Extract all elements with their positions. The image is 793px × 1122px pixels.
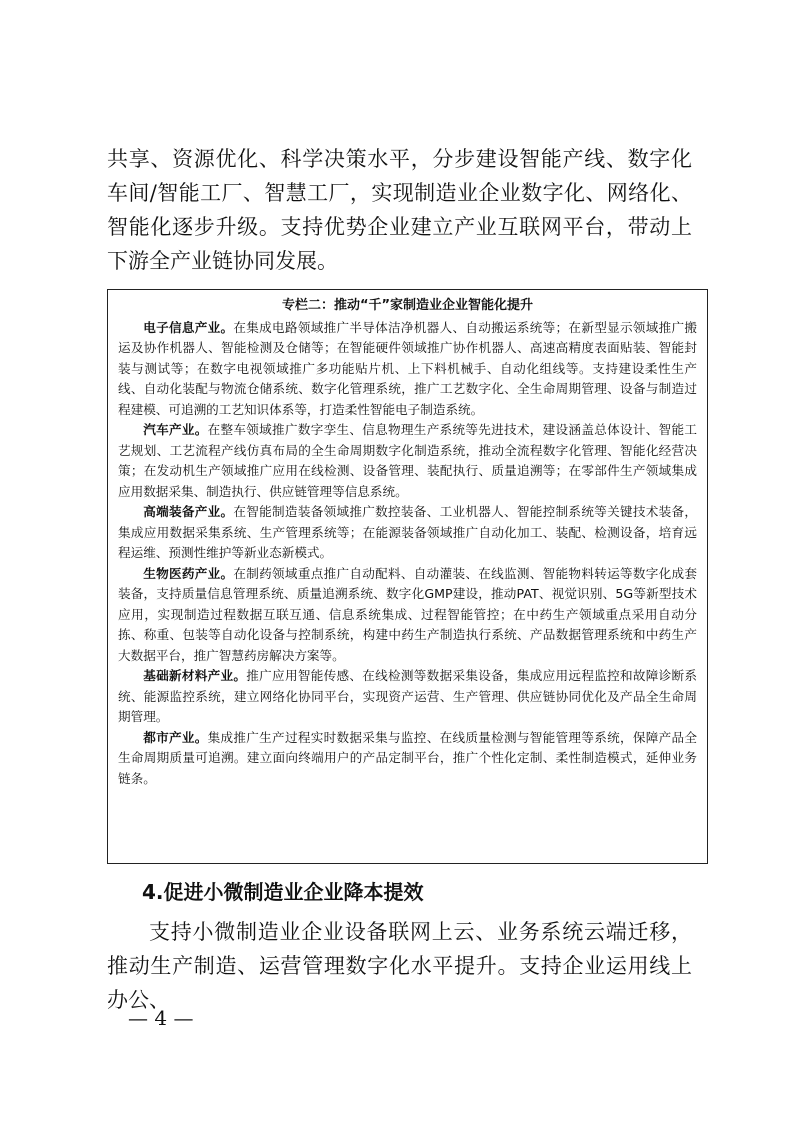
box-item-urban-industry	[118, 728, 697, 790]
body-paragraph-bottom: 支持小微制造业企业设备联网上云、业务系统云端迁移，推动生产制造、运营管理数字化水平提升。支持企业运用线上办公、	[107, 920, 692, 1012]
item-label: 高端装备产业。	[143, 504, 234, 519]
body-paragraph-top: 共享、资源优化、科学决策水平，分步建设智能产线、数字化车间/智能工厂、智慧工厂，实现制造业企业数字化、网络化、智能化逐步升级。支持优势企业建立产业互联网平台，带动上下游全产业链协同发展。	[107, 147, 692, 273]
item-label: 基础新材料产业。	[143, 668, 247, 683]
item-text: 在整车领域推广数字孪生、信息物理生产系统等先进技术，建设涵盖总体设计、智能工艺规划、工艺流程产线仿真布局的全生命周期数字化制造系统，推动全流程数字化管理、智能化经营决策；在发动机生产领域推广应用在线检测、设备管理、装配执行、质量追溯等；在零部件生产领域集成应用数据采集、制造执行、供应链管理等信息系统。	[118, 422, 698, 499]
section-heading: 4.促进小微制造业企业降本提效	[142, 880, 424, 904]
item-label: 电子信息产业。	[143, 319, 234, 335]
box-item-biomedicine	[118, 564, 697, 667]
item-text: 推广应用智能传感、在线检测等数据采集设备，集成应用远程监控和故障诊断系统、能源监控系统，建立网络化协同平台，实现资产运营、生产管理、供应链协同优化及产品全生命周期管理。	[118, 668, 698, 724]
box-title: 专栏二：推动“千”家制造业企业智能化提升	[281, 298, 534, 313]
page-number: — 4 —	[128, 1006, 194, 1030]
box-item-new-materials	[118, 666, 697, 728]
item-label: 都市产业。	[143, 729, 208, 745]
box-item-automotive	[118, 420, 697, 502]
item-label: 汽车产业。	[143, 422, 208, 437]
sidebar-box	[107, 289, 708, 864]
item-text: 在智能制造装备领域推广数控装备、工业机器人、智能控制系统等关键技术装备，集成应用数据采集系统、生产管理系统等；在能源装备领域推广自动化加工、装配、检测设备，培育远程运维、预测性维护等新业态新模式。	[118, 504, 698, 560]
box-item-high-end-equipment	[118, 502, 697, 564]
item-text: 在制药领域重点推广自动配料、自动灌装、在线监测、智能物料转运等数字化成套装备，支持质量信息管理系统、质量追溯系统、数字化GMP建设，推动PAT、视觉识别、5G等新型技术应用，实现制造过程数据互联互通、信息系统集成、过程智能管控；在中药生产领域重点采用自动分拣、称重、包装等自动化设备与控制系统，构建中药生产制造执行系统、产品数据管理系统和中药生产大数据平台，推广智慧药房解决方案等。	[118, 565, 698, 663]
item-text: 在集成电路领域推广半导体洁净机器人、自动搬运系统等；在新型显示领域推广搬运及协作机器人、智能检测及仓储等；在智能硬件领域推广协作机器人、高速高精度表面贴装、智能封装与测试等；在数字电视领域推广多功能贴片机、上下料机械手、自动化组线等。支持建设柔性生产线、自动化装配与物流仓储系统、数字化管理系统，推广工艺数字化、全生命周期管理、设备与制造过程建模、可追溯的工艺知识体系等，打造柔性智能电子制造系统。	[118, 319, 698, 417]
item-text: 集成推广生产过程实时数据采集与监控、在线质量检测与智能管理等系统，保障产品全生命周期质量可追溯。建立面向终端用户的产品定制平台，推广个性化定制、柔性制造模式，延伸业务链条。	[118, 729, 698, 786]
item-label: 生物医药产业。	[143, 565, 234, 581]
box-item-electronics	[118, 318, 697, 421]
